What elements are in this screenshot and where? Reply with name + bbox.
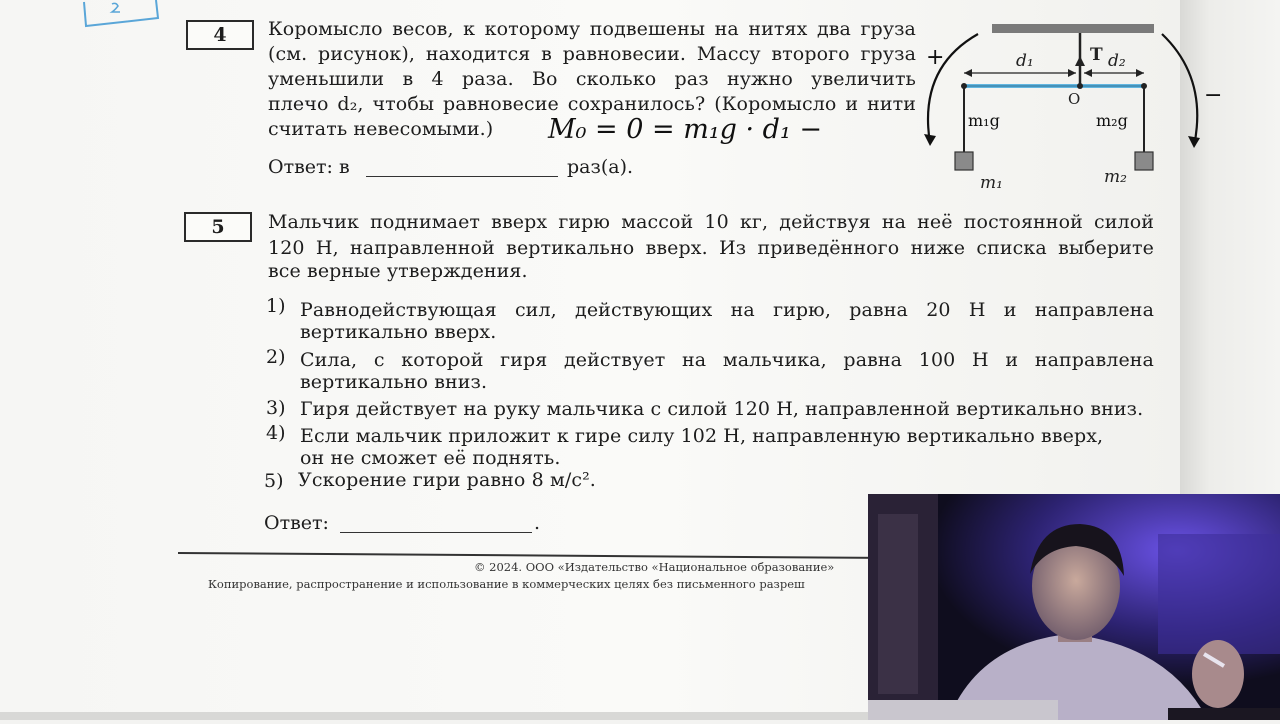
blue-pen-sketch [82, 0, 162, 32]
cw-moment-arrow [1162, 34, 1197, 146]
question-5-number: 5 [184, 212, 252, 242]
question-4-answer-prefix: Ответ: в [268, 156, 350, 178]
tension-arrowhead [1075, 56, 1085, 66]
question-5-answer-field[interactable] [340, 532, 532, 533]
presenter-hand [1192, 640, 1244, 708]
handwriting-text: M₀ = 0 = m₁g · d₁ − [548, 114, 822, 145]
mass-2-label: m₂ [1104, 167, 1127, 187]
d2-label: d₂ [1108, 51, 1126, 71]
question-4-number: 4 [186, 20, 254, 50]
question-4-line-2: (см. рисунок), находится в равновесии. Массу второго груза [268, 43, 916, 65]
question-4-line-3: уменьшили в 4 раза. Во сколько раз нужно увеличить [268, 68, 916, 90]
footer-usage-notice: Копирование, распространение и использование в коммерческих целях без письменного разреш [208, 577, 805, 591]
question-5-line-3: все верные утверждения. [268, 260, 528, 282]
option-5-number: 5) [264, 470, 284, 492]
left-gravity-label: m₁g [968, 111, 1000, 130]
option-4-line-2: он не сможет её поднять. [300, 447, 561, 469]
option-3-number: 3) [266, 397, 286, 419]
webcam-overlay [868, 494, 1280, 720]
question-5-line-1: Мальчик поднимает вверх гирю массой 10 кг, действуя на неё постоянной силой [268, 211, 1154, 233]
minus-sign: − [1204, 83, 1223, 108]
option-1-line-1: Равнодействующая сил, действующих на гирю, равна 20 Н и направлена [300, 299, 1154, 321]
question-5-line-2: 120 Н, направленной вертикально вверх. Из приведённого ниже списка выберите [268, 237, 1154, 259]
tension-label: T [1090, 45, 1103, 65]
option-3-line-1: Гиря действует на руку мальчика с силой 120 Н, направленной вертикально вниз. [300, 398, 1144, 420]
d1-label: d₁ [1016, 51, 1034, 71]
option-1-line-2: вертикально вверх. [300, 321, 497, 343]
presenter-video [868, 494, 1280, 720]
question-4-line-5: считать невесомыми.) [268, 118, 494, 140]
mass-1-weight [955, 152, 973, 170]
option-5-line-1: Ускорение гири равно 8 м/с². [298, 469, 596, 491]
option-1-number: 1) [266, 295, 286, 317]
question-5-answer-suffix: . [534, 512, 541, 534]
lever-balance-diagram [918, 18, 1228, 198]
pivot-label: O [1068, 90, 1081, 108]
mass-1-label: m₁ [980, 173, 1003, 193]
question-4-line-1: Коромысло весов, к которому подвешены на нитях два груза [268, 18, 916, 40]
plus-sign: + [926, 45, 945, 70]
option-4-line-1: Если мальчик приложит к гире силу 102 Н, направленную вертикально вверх, [300, 425, 1104, 447]
handwritten-moment-equation [548, 110, 822, 156]
question-4-answer-field[interactable] [366, 176, 558, 177]
question-5-answer-prefix: Ответ: [264, 512, 329, 534]
question-4-answer-suffix: раз(а). [567, 156, 634, 178]
footer-copyright: © 2024. ООО «Издательство «Национальное образование» [474, 560, 835, 574]
mass-2-weight [1135, 152, 1153, 170]
option-2-number: 2) [266, 346, 286, 368]
option-2-line-2: вертикально вниз. [300, 371, 488, 393]
option-2-line-1: Сила, с которой гиря действует на мальчика, равна 100 Н и направлена [300, 349, 1154, 371]
right-gravity-label: m₂g [1096, 111, 1128, 130]
ceiling-bar [992, 24, 1154, 33]
question-4-line-4: плечо d₂, чтобы равновесие сохранилось? (Коромысло и нити [268, 93, 916, 115]
option-4-number: 4) [266, 422, 286, 444]
